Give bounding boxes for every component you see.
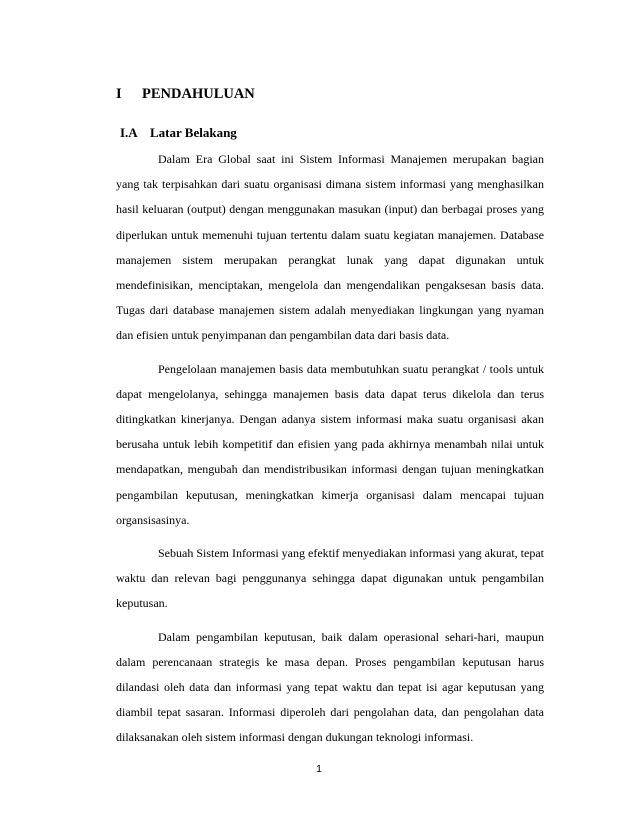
section-number: I.A bbox=[120, 125, 138, 140]
document-page bbox=[116, 86, 544, 759]
paragraph-3: Sebuah Sistem Informasi yang efektif menyediakan informasi yang akurat, tepat waktu dan relevan bagi penggunanya sehingga dapat digunakan untuk pengambilan keputusan. bbox=[116, 546, 544, 611]
chapter-heading bbox=[116, 86, 544, 103]
paragraph-4: Dalam pengambilan keputusan, baik dalam operasional sehari-hari, maupun dalam perencanaan strategis ke masa depan. Proses pengambilan keputusan harus dilandasi oleh data dan informasi yang tepat waktu dan tepat isi agar keputusan yang diambil tepat sasaran. Informasi diperoleh dari pengolahan data, dan pengolahan data dilaksanakan oleh sistem informasi dengan dukungan teknologi informasi. bbox=[116, 629, 544, 745]
paragraph-1: Dalam Era Global saat ini Sistem Informasi Manajemen merupakan bagian yang tak terpisahkan dari suatu organisasi dimana sistem informasi yang menghasilkan hasil keluaran (output) dengan menggunakan masukan (input) dan berbagai proses yang diperlukan untuk memenuhi tujuan tertentu dalam suatu kegiatan manajemen. Database manajemen sistem merupakan perangkat lunak yang dapat digunakan untuk mendefinisikan, menciptakan, mengelola dan mengendalikan pengaksesan basis data. Tugas dari database manajemen sistem adalah menyediakan lingkungan yang nyaman dan efisien untuk penyimpanan dan pengambilan data dari basis data. bbox=[116, 152, 544, 343]
section-title: Latar Belakang bbox=[150, 125, 237, 140]
section-heading bbox=[120, 125, 544, 141]
page-number: 1 bbox=[316, 763, 322, 775]
chapter-title: PENDAHULUAN bbox=[142, 86, 255, 102]
chapter-number: I bbox=[116, 86, 122, 102]
paragraph-2: Pengelolaan manajemen basis data membutuhkan suatu perangkat / tools untuk dapat mengelolanya, sehingga manajemen basis data dapat terus dikelola dan terus ditingkatkan kinerjanya. Dengan adanya sistem informasi maka suatu organisasi akan berusaha untuk lebih kompetitif dan efisien yang pada akhirnya menambah nilai untuk mendapatkan, mengubah dan mendistribusikan informasi dengan tujuan meningkatkan pengambilan keputusan, meningkatkan kimerja organisasi dalam mencapai tujuan organsisasinya. bbox=[116, 361, 544, 527]
